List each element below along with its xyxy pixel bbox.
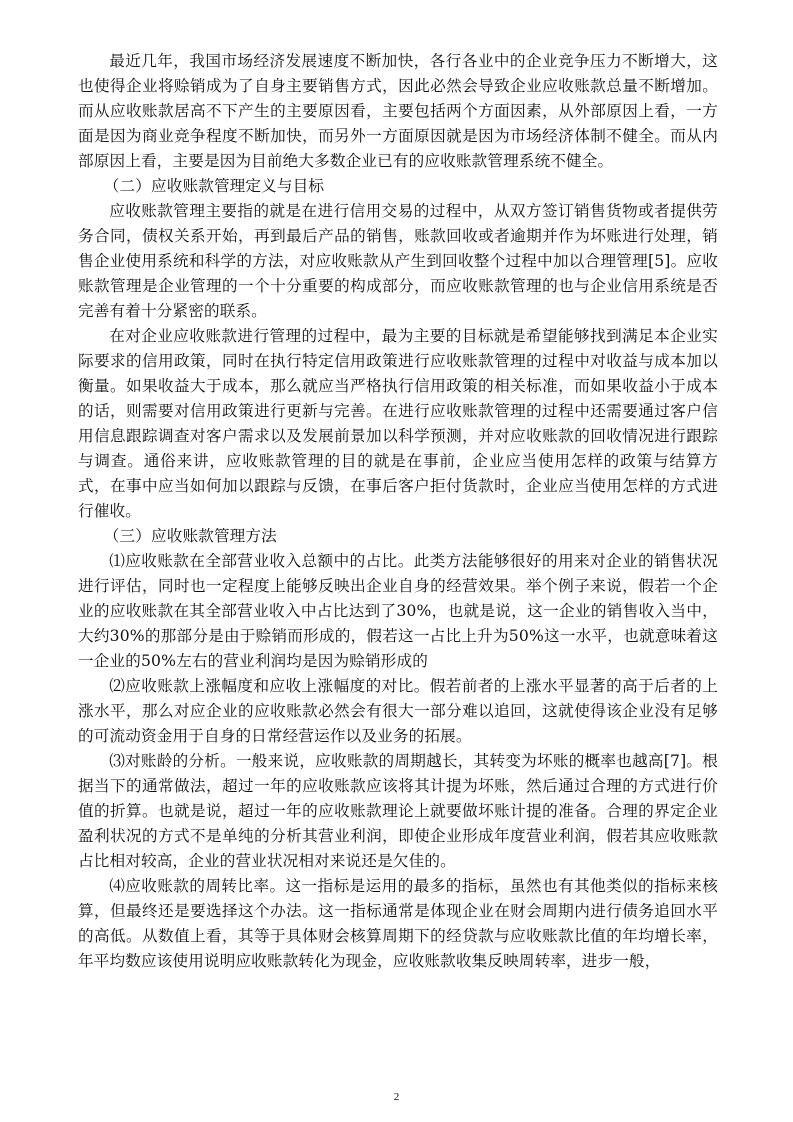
section-heading-methods: （三）应收账款管理方法	[103, 527, 277, 545]
paragraph-goal: 在对企业应收账款进行管理的过程中，最为主要的目标就是希望能够找到满足本企业实际要求的信用政策，同时在执行特定信用政策进行应收账款管理的过程中对收益与成本加以衡量。如果收益大于成本，那么就应当严格执行信用政策的相关标准，而如果收益小于成本的话，则需要对信用政策进行更新与完善。在进行应收账款管理的过程中还需要通过客户信用信息跟踪调查对客户需求以及发展前景加以科学预测，并对应收账款的回收情况进行跟踪与调查。通俗来讲，应收账款管理的目的就是在事前，企业应当使用怎样的政策与结算方式，在事中应当如何加以跟踪与反馈，在事后客户拒付货款时，企业应当使用怎样的方式进行催收。	[78, 327, 718, 520]
paragraph-intro: 最近几年，我国市场经济发展速度不断加快，各行各业中的企业竞争压力不断增大，这也使得企业将赊销成为了自身主要销售方式，因此必然会导致企业应收账款总量不断增加。而从应收账款居高不下产生的主要原因看，主要包括两个方面因素，从外部原因上看，一方面是因为商业竞争程度不断加快，而另外一方面原因就是因为市场经济体制不健全。而从内部原因上看，主要是因为目前绝大多数企业已有的应收账款管理系统不健全。	[78, 52, 718, 170]
document-body	[78, 49, 718, 974]
paragraph-method-3: ⑶对账龄的分析。一般来说，应收账款的周期越长，其转变为坏账的概率也越高[7]。根据当下的通常做法，超过一年的应收账款应该将其计提为坏账，然后通过合理的方式进行价值的折算。也就是说，超过一年的应收账款理论上就要做坏账计提的准备。合理的界定企业盈利状况的方式不是单纯的分析其营业利润，即使企业形成年度营业利润，假若其应收账款占比相对较高，企业的营业状况相对来说还是欠佳的。	[78, 752, 718, 870]
paragraph-method-2: ⑵应收账款上涨幅度和应收上涨幅度的对比。假若前者的上涨水平显著的高于后者的上涨水平，那么对应企业的应收账款必然会有很大一部分难以追回，这就使得该企业没有足够的可流动资金用于自身的日常经营运作以及业务的拓展。	[78, 677, 718, 745]
paragraph-method-1: ⑴应收账款在全部营业收入总额中的占比。此类方法能够很好的用来对企业的销售状况进行评估，同时也一定程度上能够反映出企业自身的经营效果。举个例子来说，假若一个企业的应收账款在其全部营业收入中占比达到了30%，也就是说，这一企业的销售收入当中，大约30%的那部分是由于赊销而形成的，假若这一占比上升为50%这一水平，也就意味着这一企业的50%左右的营业利润均是因为赊销形成的	[78, 552, 718, 670]
page-number: 2	[393, 1091, 400, 1103]
paragraph-method-4: ⑷应收账款的周转比率。这一指标是运用的最多的指标，虽然也有其他类似的指标来核算，但最终还是要选择这个办法。这一指标通常是体现企业在财会周期内进行债务追回水平的高低。从数值上看，其等于具体财会核算周期下的经贷款与应收账款比值的年均增长率，年平均数应该使用说明应收账款转化为现金，应收账款收集反映周转率，进步一般，	[78, 877, 718, 970]
section-heading-definition: （二）应收账款管理定义与目标	[103, 177, 325, 195]
paragraph-definition: 应收账款管理主要指的就是在进行信用交易的过程中，从双方签订销售货物或者提供劳务合同，债权关系开始，再到最后产品的销售，账款回收或者逾期并作为坏账进行处理，销售企业使用系统和科学的方法，对应收账款从产生到回收整个过程中加以合理管理[5]。应收账款管理是企业管理的一个十分重要的构成部分，而应收账款管理的也与企业信用系统是否完善有着十分紧密的联系。	[78, 202, 718, 320]
